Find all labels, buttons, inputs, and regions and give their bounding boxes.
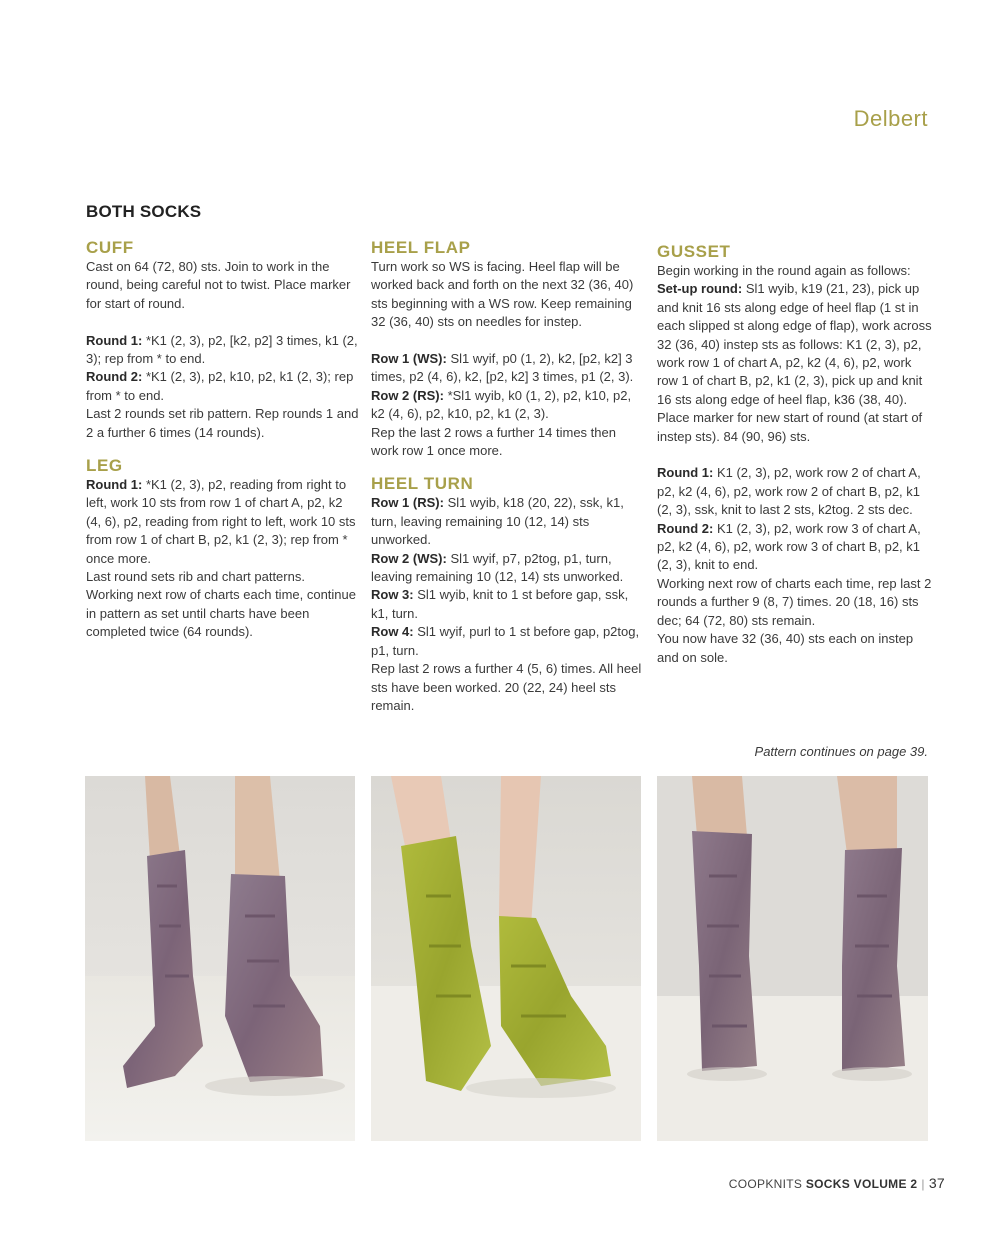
footer-publisher: COOPKNITS — [728, 1177, 803, 1191]
column-left — [86, 238, 361, 642]
gusset-intro: Begin working in the round again as follows: — [657, 263, 911, 278]
gusset-round-1: Round 1: K1 (2, 3), p2, work row 2 of chart A, p2, k2 (4, 6), p2, work row 2 of chart B, p2, k1 (2, 3), ssk, knit to last 2 sts, k2tog. 2 sts dec. — [657, 465, 921, 518]
heel-flap-intro: Turn work so WS is facing. Heel flap will be worked back and forth on the next 32 (36, 40) sts beginning with a WS row. Keep remaining 32 (36, 40) sts on needles for instep. — [371, 259, 634, 330]
heel-turn-row-3: Row 3: Sl1 wyib, knit to 1 st before gap, ssk, k1, turn. — [371, 587, 629, 621]
section-title-heel-flap: HEEL FLAP — [371, 238, 471, 257]
gusset-round-2: Round 2: K1 (2, 3), p2, work row 3 of chart A, p2, k2 (4, 6), p2, work row 3 of chart B, p2, k1 (2, 3), knit to end. — [657, 520, 921, 573]
leg-outro-1: Last round sets rib and chart patterns. — [86, 569, 305, 585]
heel-turn-row-4: Row 4: Sl1 wyif, purl to 1 st before gap, p2tog, p1, turn. — [371, 624, 640, 658]
footer-series: SOCKS VOLUME 2 — [805, 1177, 918, 1191]
page-heading: BOTH SOCKS — [86, 202, 202, 221]
heel-flap-row-1: Row 1 (WS): Sl1 wyif, p0 (1, 2), k2, [p2, k2] 3 times, p2 (4, 6), k2, [p2, k2] 3 times, p1 (2, 3). — [371, 351, 634, 385]
heel-flap-row-2: Row 2 (RS): *Sl1 wyib, k0 (1, 2), p2, k10, p2, k2 (4, 6), p2, k10, p2, k1 (2, 3). — [371, 387, 632, 422]
sock-photo-purple-back — [657, 776, 928, 1141]
section-title-cuff: CUFF — [86, 238, 134, 257]
section-title-heel-turn: HEEL TURN — [371, 474, 474, 494]
page-number: 37 — [928, 1175, 945, 1191]
heel-turn-outro: Rep last 2 rows a further 4 (5, 6) times. All heel sts have been worked. 20 (22, 24) heel sts remain. — [371, 661, 642, 713]
continue-note: Pattern continues on page 39. — [754, 744, 928, 759]
gusset-setup-round: Set-up round: Sl1 wyib, k19 (21, 23), pick up and knit 16 sts along edge of heel flap (1 st in each slipped st along edge of flap), work across 32 (36, 40) instep sts as follows: K1 (2, 3), p2, work row 1 of chart A, p2, k2 (4, 6), p2, work row 1 of chart B, p2, k1 (2, 3), pick up and knit 16 sts along edge of heel flap, k36 (38, 40). Place marker for new start of round (at start of instep sts). 84 (90, 96) sts. — [657, 281, 932, 444]
heel-turn-row-1: Row 1 (RS): Sl1 wyib, k18 (20, 22), ssk, k1, turn, leaving remaining 10 (12, 14) sts unworked. — [371, 495, 624, 548]
column-middle — [371, 238, 646, 715]
cuff-outro: Last 2 rounds set rib pattern. Rep rounds 1 and 2 a further 6 times (14 rounds). — [86, 406, 359, 440]
cuff-round-2: Round 2: *K1 (2, 3), p2, k10, p2, k1 (2, 3); rep from * to end. — [86, 369, 354, 403]
leg-round-1: Round 1: *K1 (2, 3), p2, reading from right to left, work 10 sts from row 1 of chart A, p2, k2 (4, 6), p2, reading from right to left, work 10 sts from row 1 of chart B, p2, k1 (2, 3); rep from * once more. — [86, 477, 356, 566]
leg-outro-2: Working next row of charts each time, continue in pattern as set until charts have been completed twice (64 rounds). — [86, 587, 356, 640]
column-right — [657, 242, 932, 667]
sock-photo-green — [371, 776, 641, 1141]
cuff-round-1: Round 1: *K1 (2, 3), p2, [k2, p2] 3 times, k1 (2, 3); rep from * to end. — [86, 332, 358, 367]
gusset-outro-2: You now have 32 (36, 40) sts each on instep and on sole. — [657, 631, 914, 665]
section-title-gusset: GUSSET — [657, 242, 731, 261]
sock-photo-purple-front — [85, 776, 355, 1141]
heel-flap-outro: Rep the last 2 rows a further 14 times then work row 1 once more. — [371, 424, 616, 459]
brand-title: Delbert — [853, 106, 928, 131]
heel-turn-row-2: Row 2 (WS): Sl1 wyif, p7, p2tog, p1, turn, leaving remaining 10 (12, 14) sts unworked. — [371, 550, 624, 585]
gusset-outro-1: Working next row of charts each time, rep last 2 rounds a further 9 (8, 7) times. 20 (18, 16) sts dec; 64 (72, 80) sts remain. — [657, 575, 932, 628]
section-title-leg: LEG — [86, 456, 123, 476]
page-footer: COOPKNITS SOCKS VOLUME 2 | 37 — [728, 1175, 945, 1191]
cuff-intro: Cast on 64 (72, 80) sts. Join to work in the round, being careful not to twist. Place marker for start of round. — [86, 259, 351, 311]
